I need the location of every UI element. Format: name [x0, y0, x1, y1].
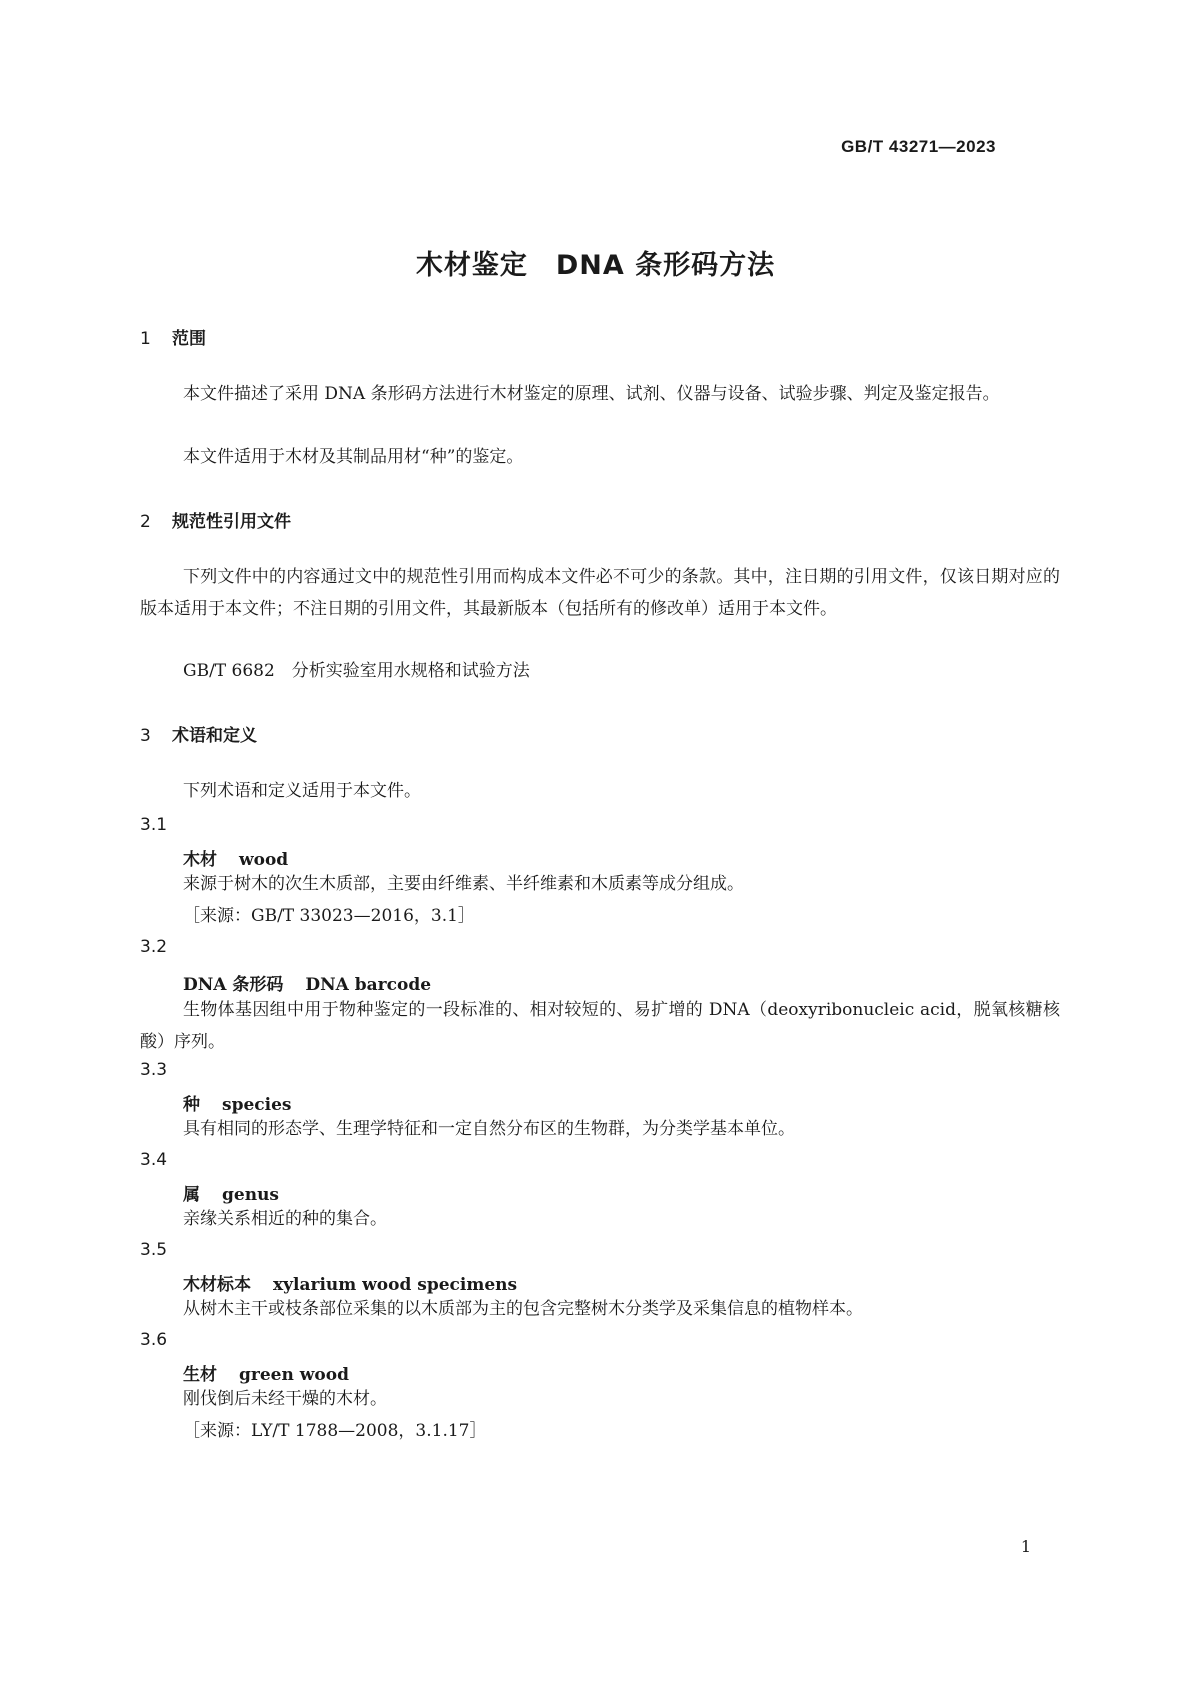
term-number: 3.5 [140, 1240, 168, 1260]
term-source: ［来源：LY/T 1788—2008，3.1.17］ [183, 1421, 487, 1441]
section-3-intro: 下列术语和定义适用于本文件。 [183, 781, 421, 801]
section-number: 3 [140, 726, 151, 746]
term-number: 3.1 [140, 815, 168, 835]
standard-number: GB/T 43271—2023 [841, 137, 996, 156]
normative-reference: GB/T 6682 分析实验室用水规格和试验方法 [183, 661, 530, 681]
term-definition: 刚伐倒后未经干燥的木材。 [183, 1389, 387, 1409]
term-heading [183, 970, 431, 995]
term-number: 3.2 [140, 937, 168, 957]
term-zh: 种 [183, 1095, 200, 1115]
term-zh: 木材 [183, 850, 217, 870]
term-zh: DNA 条形码 [183, 975, 284, 995]
term-definition: 亲缘关系相近的种的集合。 [183, 1209, 387, 1229]
term-en: wood [239, 850, 289, 870]
term-en: species [222, 1095, 292, 1115]
term-en: genus [222, 1185, 279, 1205]
term-definition: 生物体基因组中用于物种鉴定的一段标准的、相对较短的、易扩增的 DNA（deoxyribonucleic acid，脱氧核糖核酸）序列。 [140, 1000, 1060, 1052]
term-zh: 生材 [183, 1365, 217, 1385]
term-zh: 属 [183, 1185, 200, 1205]
term-en: xylarium wood specimens [273, 1275, 518, 1295]
section-3-heading [140, 721, 257, 746]
term-definition: 从树木主干或枝条部位采集的以木质部为主的包含完整树木分类学及采集信息的植物样本。 [183, 1299, 863, 1319]
term-heading [183, 1270, 517, 1295]
section-1-heading [140, 324, 206, 349]
term-heading [183, 1360, 349, 1385]
term-definition: 具有相同的形态学、生理学特征和一定自然分布区的生物群，为分类学基本单位。 [183, 1119, 795, 1139]
term-number: 3.4 [140, 1150, 168, 1170]
document-title: 木材鉴定 DNA 条形码方法 [415, 250, 776, 281]
section-2-heading [140, 507, 291, 532]
term-heading [183, 1180, 279, 1205]
term-en: DNA barcode [305, 975, 432, 995]
term-heading [183, 845, 288, 870]
section-title: 术语和定义 [172, 726, 257, 746]
page-number: 1 [1020, 1537, 1031, 1556]
section-number: 1 [140, 329, 151, 349]
section-title: 范围 [172, 329, 206, 349]
term-en: green wood [239, 1365, 349, 1385]
term-number: 3.6 [140, 1330, 168, 1350]
term-source: ［来源：GB/T 33023—2016，3.1］ [183, 906, 475, 926]
section-2-paragraph-1: 下列文件中的内容通过文中的规范性引用而构成本文件必不可少的条款。其中，注日期的引用文件，仅该日期对应的版本适用于本文件；不注日期的引用文件，其最新版本（包括所有的修改单）适用于本文件。 [140, 567, 1060, 619]
section-1-paragraph-1: 本文件描述了采用 DNA 条形码方法进行木材鉴定的原理、试剂、仪器与设备、试验步骤、判定及鉴定报告。 [183, 384, 1000, 404]
section-1-paragraph-2: 本文件适用于木材及其制品用材“种”的鉴定。 [183, 447, 524, 467]
term-zh: 木材标本 [183, 1275, 251, 1295]
section-number: 2 [140, 512, 151, 532]
term-definition: 来源于树木的次生木质部，主要由纤维素、半纤维素和木质素等成分组成。 [183, 874, 744, 894]
term-heading [183, 1090, 291, 1115]
section-title: 规范性引用文件 [172, 512, 291, 532]
term-number: 3.3 [140, 1060, 168, 1080]
